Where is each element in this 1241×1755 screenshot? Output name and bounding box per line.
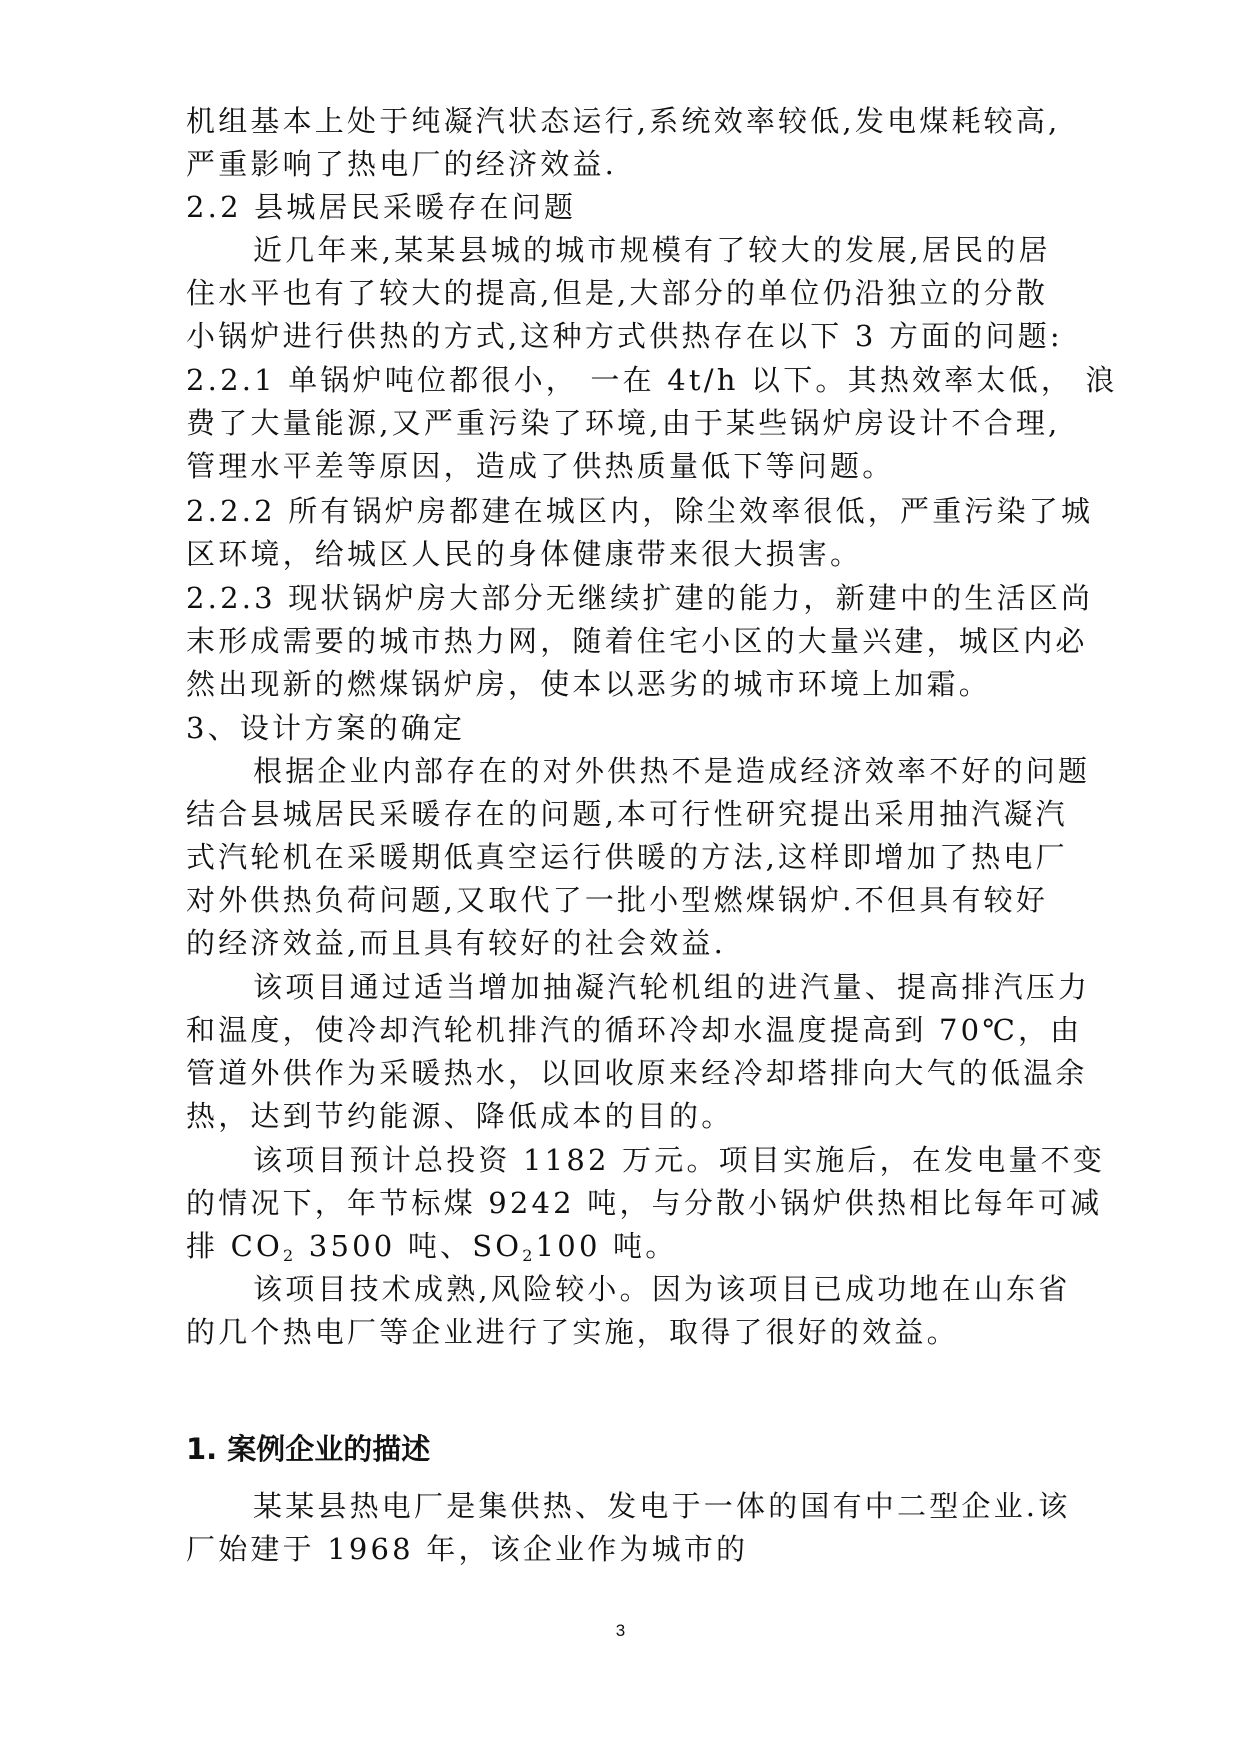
text-line: 式汽轮机在采暖期低真空运行供暖的方法,这样即增加了热电厂 <box>186 840 1068 874</box>
text-line: 机组基本上处于纯凝汽状态运行,系统效率较低,发电煤耗较高, <box>186 104 1061 138</box>
text-line: 然出现新的燃煤锅炉房，使本以恶劣的城市环境上加霜。 <box>186 667 992 701</box>
page-number: 3 <box>615 1621 626 1640</box>
text-line: 费了大量能源,又严重污染了环境,由于某些锅炉房设计不合理, <box>186 406 1061 440</box>
emission-text: 排 CO <box>186 1229 283 1263</box>
text-line: 近几年来,某某县城的城市规模有了较大的发展,居民的居 <box>253 233 1051 267</box>
text-line: 该项目预计总投资 1182 万元。项目实施后，在发电量不变 <box>253 1143 1106 1177</box>
section-heading: 3、设计方案的确定 <box>186 711 466 745</box>
emission-line <box>186 1225 677 1267</box>
text-line: 区环境，给城区人民的身体健康带来很大损害。 <box>186 537 863 571</box>
text-line: 对外供热负荷问题,又取代了一批小型燃煤锅炉.不但具有较好 <box>186 883 1049 917</box>
text-line: 小锅炉进行供热的方式,这种方式供热存在以下 3 方面的问题: <box>186 319 1063 353</box>
subscript: 2 <box>522 1246 536 1265</box>
section-title: 1. 案例企业的描述 <box>186 1432 431 1466</box>
text-line: 严重影响了热电厂的经济效益. <box>186 147 618 181</box>
text-line: 该项目通过适当增加抽凝汽轮机组的进汽量、提高排汽压力 <box>253 970 1091 1004</box>
text-line: 和温度，使冷却汽轮机排汽的循环冷却水温度提高到 70℃，由 <box>186 1013 1083 1047</box>
emission-text: 100 吨。 <box>535 1229 678 1263</box>
text-line: 厂始建于 1968 年，该企业作为城市的 <box>186 1532 749 1566</box>
list-item: 2.2.1 单锅炉吨位都很小， 一在 4t/h 以下。其热效率太低， 浪 <box>186 363 1118 397</box>
text-line: 该项目技术成熟,风险较小。因为该项目已成功地在山东省 <box>253 1272 1071 1306</box>
text-line: 结合县城居民采暖存在的问题,本可行性研究提出采用抽汽凝汽 <box>186 797 1068 831</box>
text-line: 某某县热电厂是集供热、发电于一体的国有中二型企业.该 <box>253 1489 1071 1523</box>
text-line: 的经济效益,而且具有较好的社会效益. <box>186 926 727 960</box>
list-item: 2.2.2 所有锅炉房都建在城区内，除尘效率很低，严重污染了城 <box>186 494 1094 528</box>
text-line: 住水平也有了较大的提高,但是,大部分的单位仍沿独立的分散 <box>186 276 1049 310</box>
text-line: 热，达到节约能源、降低成本的目的。 <box>186 1099 734 1133</box>
text-line: 管理水平差等原因，造成了供热质量低下等问题。 <box>186 449 895 483</box>
list-item: 2.2.3 现状锅炉房大部分无继续扩建的能力，新建中的生活区尚 <box>186 581 1094 615</box>
emission-text: 3500 吨、SO <box>296 1229 523 1263</box>
text-line: 的情况下，年节标煤 9242 吨，与分散小锅炉供热相比每年可减 <box>186 1186 1103 1220</box>
subscript: 2 <box>282 1246 297 1265</box>
text-line: 根据企业内部存在的对外供热不是造成经济效率不好的问题 <box>253 754 1091 788</box>
text-line: 末形成需要的城市热力网，随着住宅小区的大量兴建，城区内必 <box>186 624 1088 658</box>
text-line: 的几个热电厂等企业进行了实施，取得了很好的效益。 <box>186 1315 959 1349</box>
text-line: 管道外供作为采暖热水，以回收原来经冷却塔排向大气的低温余 <box>186 1056 1088 1090</box>
subsection-heading: 2.2 县城居民采暖存在问题 <box>186 190 577 224</box>
